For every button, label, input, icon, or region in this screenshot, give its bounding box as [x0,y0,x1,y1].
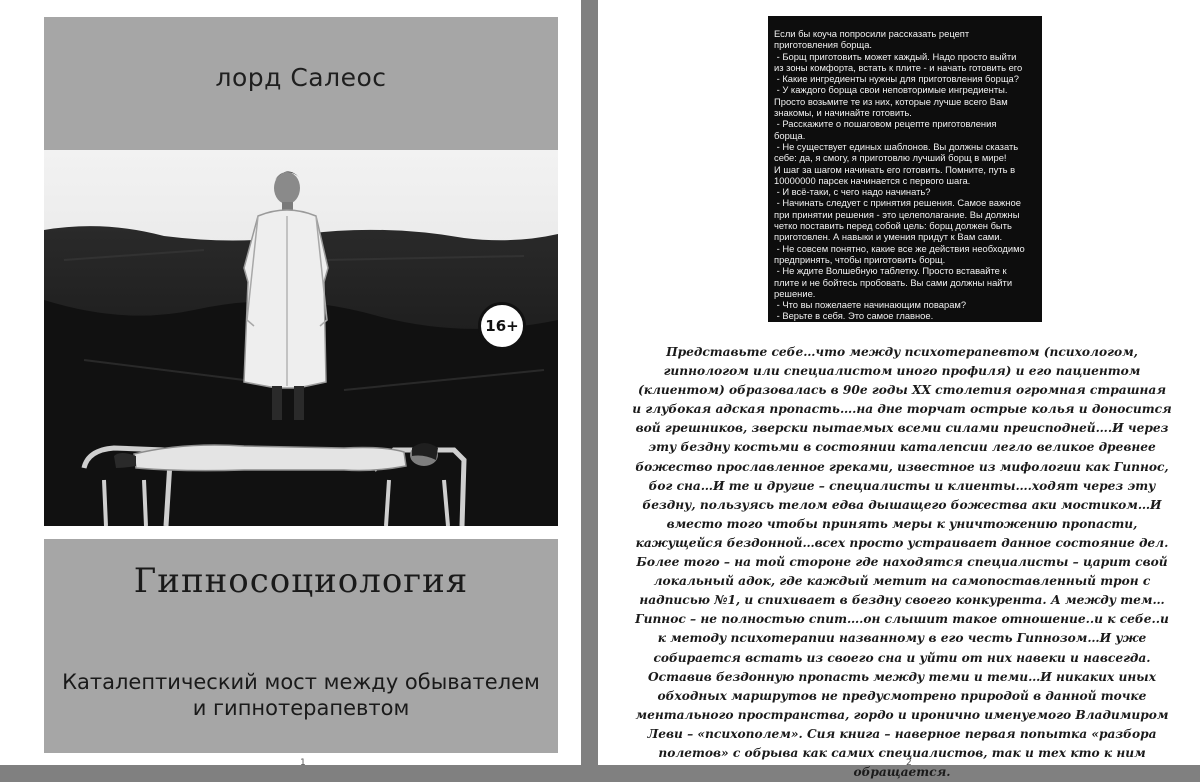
book-cover [44,17,558,753]
cover-photo [44,150,558,526]
intro-paragraph: Представьте себе…что между психотерапевтом (психологом, гипнологом или специалистом иного профиля) и его пациентом (клиентом) образовалась в 90е годы XX столетия огромная страшная и глубокая адская пропасть….на дне торчат острые колья и доносится вой грешников, зверски пытаемых всеми силами преисподней….И через эту бездну костьми в состоянии каталепсии легло великое древнее божество прославленное греками, известное из мифологии как Гипнос, бог сна…И те и другие – специалисты и клиенты….ходят через эту бездну, пользуясь телом едва дышащего божества аки мостиком…И вместо того чтобы принять меры к уничтожению пропасти, кажущейся бездонной…всех просто устраивает данное состояние дел. Более того – на той стороне где находятся специалисты – царит свой локальный адок, где каждый метит на самопоставленный трон с надписью №1, и спихивает в бездну своего конкурента. А между тем…Гипнос – не полностью спит….он слышит такое отношение..и к себе..и к методу психотерапии названному в его честь Гипнозом…И уже собирается встать из своего сна и уйти от них навеки и навсегда. Оставив бездонную пропасть между теми и теми…И никаких иных обходных маршрутов не предусмотрено природой в данной точке ментального пространства, гордо и иронично именуемого Владимиром Леви – «психополем». Сия книга – наверное первая попытка «разбора полетов» с обрыва как самих специалистов, так и тех кто к ним обращается. [632,345,1172,780]
author-name: лорд Салеос [215,63,387,92]
book-page-left [0,0,581,768]
book-title: Гипносоциология [133,561,469,601]
title-band [44,539,558,753]
age-rating-badge: 16+ [478,302,526,350]
book-page-right [598,0,1200,780]
book-subtitle: Каталептический мост между обывателем и гипнотерапевтом [62,670,540,720]
coach-dialog-box [768,16,1042,322]
author-band [44,17,558,150]
coach-dialog-text: Если бы коуча попросили рассказать рецепт приготовления борща. - Борщ приготовить может каждый. Надо просто выйти из зоны комфорта, встать к плите - и начать готовить его - Какие ингредиенты нужны для приготовления борща? - У каждого борща свои неповторимые ингредиенты. Просто возьмите те из них, которые лучше всего Вам знакомы, и начинайте готовить. - Расскажите о пошаговом рецепте приготовления борща. - Не существует единых шаблонов. Вы должны сказать себе: да, я смогу, я приготовлю лучший борщ в мире! И шаг за шагом начинать его готовить. Помните, путь в 10000000 парсек начинается с первого шага. - И всё-таки, с чего надо начинать? - Начинать следует с принятия решения. Самое важное при принятии решения - это целеполагание. Вы должны четко поставить перед собой цель: борщ должен быть приготовлен. А навыки и умения придут к Вам сами. - Не совсем понятно, какие все же действия необходимо предпринять, чтобы приготовить борщ. - Не ждите Волшебную таблетку. Просто вставайте к плите и не бойтесь пробовать. Вы сами должны найти решение. - Что вы пожелаете начинающим поварам? - Верьте в себя. Это самое главное. [774,28,1025,322]
page-number-right: 2 [906,758,912,768]
cover-divider [44,526,558,539]
page-number-left: 1 [300,758,306,768]
